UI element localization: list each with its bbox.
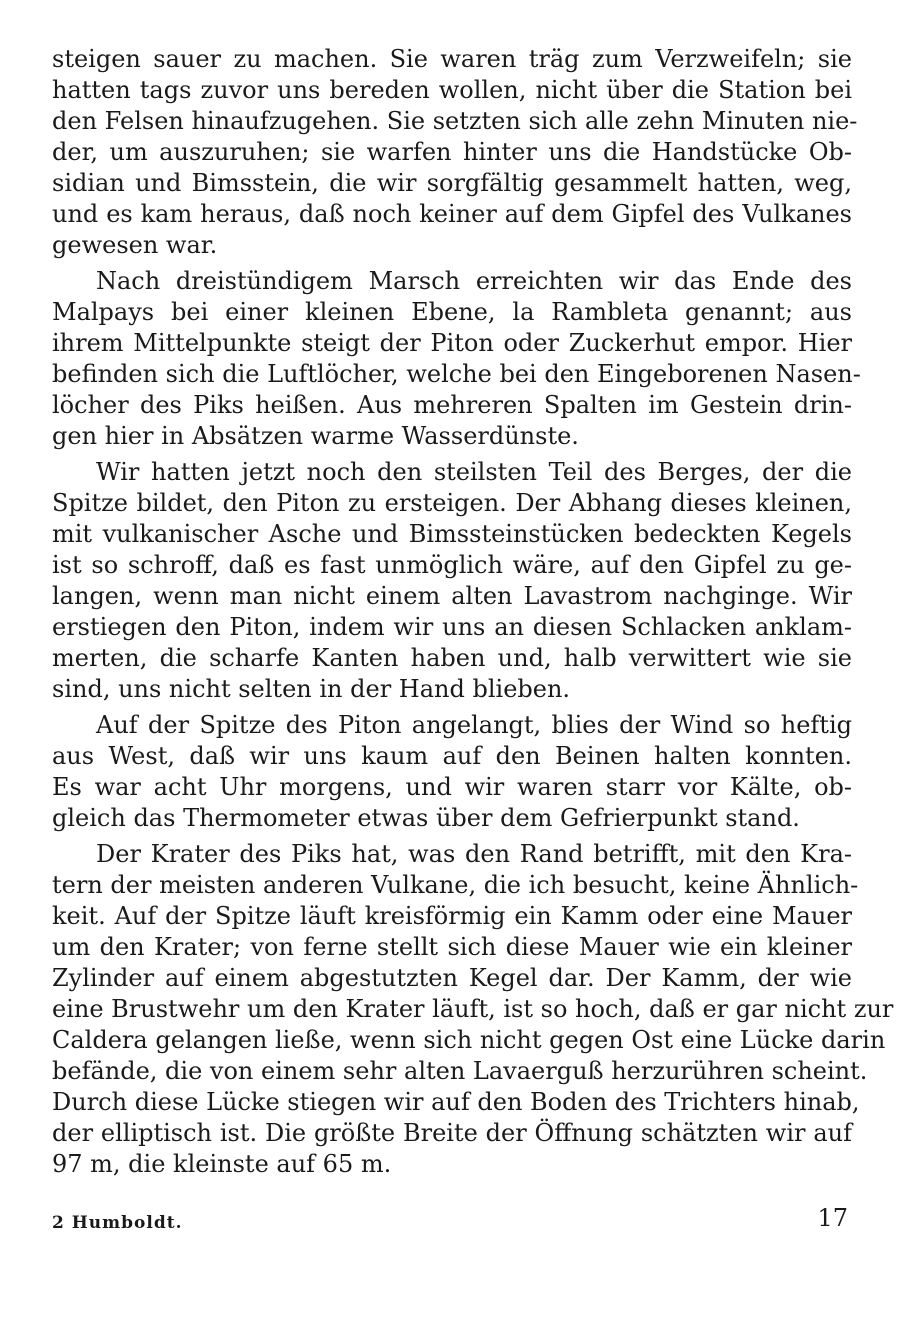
text-line: Malpays bei einer kleinen Ebene, la Rambleta genannt; aus [52,298,852,326]
paragraph [52,710,852,834]
text-line: Es war acht Uhr morgens, und wir waren starr vor Kälte, ob- [52,773,852,801]
text-line: befinden sich die Luftlöcher, welche bei den Eingeborenen Nasen- [52,360,861,388]
text-line: merten, die scharfe Kanten haben und, halb verwittert wie sie [52,644,852,672]
paragraph [52,44,858,261]
text-line: mit vulkanischer Asche und Bimssteinstücken bedeckten Kegels [52,520,852,548]
text-line: Caldera gelangen ließe, wenn sich nicht gegen Ost eine Lücke darin [52,1026,886,1054]
signature-mark: 2 Humboldt. [52,1213,183,1233]
text-line: sind, uns nicht selten in der Hand blieben. [52,675,571,703]
text-line: Zylinder auf einem abgestutzten Kegel dar. Der Kamm, der wie [52,964,852,992]
paragraph [52,839,894,1180]
text-line: befände, die von einem sehr alten Lavaerguß herzurühren scheint. [52,1057,868,1085]
text-line: steigen sauer zu machen. Sie waren träg zum Verzweifeln; sie [52,45,852,73]
text-line: löcher des Piks heißen. Aus mehreren Spalten im Gestein drin- [52,391,852,419]
text-line: den Felsen hinaufzugehen. Sie setzten sich alle zehn Minuten nie- [52,107,858,135]
paragraph [52,457,852,705]
text-line: keit. Auf der Spitze läuft kreisförmig ein Kamm oder eine Mauer [52,902,852,930]
text-line: ist so schroff, daß es fast unmöglich wäre, auf den Gipfel zu ge- [52,551,852,579]
paragraph [52,266,861,452]
text-line: Nach dreistündigem Marsch erreichten wir das Ende des [96,267,852,295]
body-text [52,44,894,1180]
text-line: ihrem Mittelpunkte steigt der Piton oder Zuckerhut empor. Hier [52,329,852,357]
text-line: 97 m, die kleinste auf 65 m. [52,1150,392,1178]
text-line: tern der meisten anderen Vulkane, die ich besucht, keine Ähnlich- [52,871,859,899]
text-line: aus West, daß wir uns kaum auf den Beinen halten konnten. [52,742,852,770]
text-line: gen hier in Absätzen warme Wasserdünste. [52,422,579,450]
text-line: der elliptisch ist. Die größte Breite der Öffnung schätzten wir auf [52,1119,852,1147]
page-number: 17 [817,1204,848,1232]
text-line: sidian und Bimsstein, die wir sorgfältig gesammelt hatten, weg, [52,169,852,197]
text-line: und es kam heraus, daß noch keiner auf dem Gipfel des Vulkanes [52,200,852,228]
text-line: langen, wenn man nicht einem alten Lavastrom nachginge. Wir [52,582,852,610]
text-line: erstiegen den Piton, indem wir uns an diesen Schlacken anklam- [52,613,852,641]
text-line: Auf der Spitze des Piton angelangt, blies der Wind so heftig [96,711,852,739]
text-line: gewesen war. [52,231,218,259]
text-line: hatten tags zuvor uns bereden wollen, nicht über die Station bei [52,76,852,104]
text-line: um den Krater; von ferne stellt sich diese Mauer wie ein kleiner [52,933,852,961]
text-line: Spitze bildet, den Piton zu ersteigen. Der Abhang dieses kleinen, [52,489,852,517]
text-line: Durch diese Lücke stiegen wir auf den Boden des Trichters hinab, [52,1088,860,1116]
text-line: eine Brustwehr um den Krater läuft, ist so hoch, daß er gar nicht zur [52,995,894,1023]
text-line: Wir hatten jetzt noch den steilsten Teil des Berges, der die [96,458,852,486]
text-line: gleich das Thermometer etwas über dem Gefrierpunkt stand. [52,804,800,832]
text-line: der, um auszuruhen; sie warfen hinter uns die Handstücke Ob- [52,138,852,166]
text-line: Der Krater des Piks hat, was den Rand betrifft, mit den Kra- [96,840,852,868]
